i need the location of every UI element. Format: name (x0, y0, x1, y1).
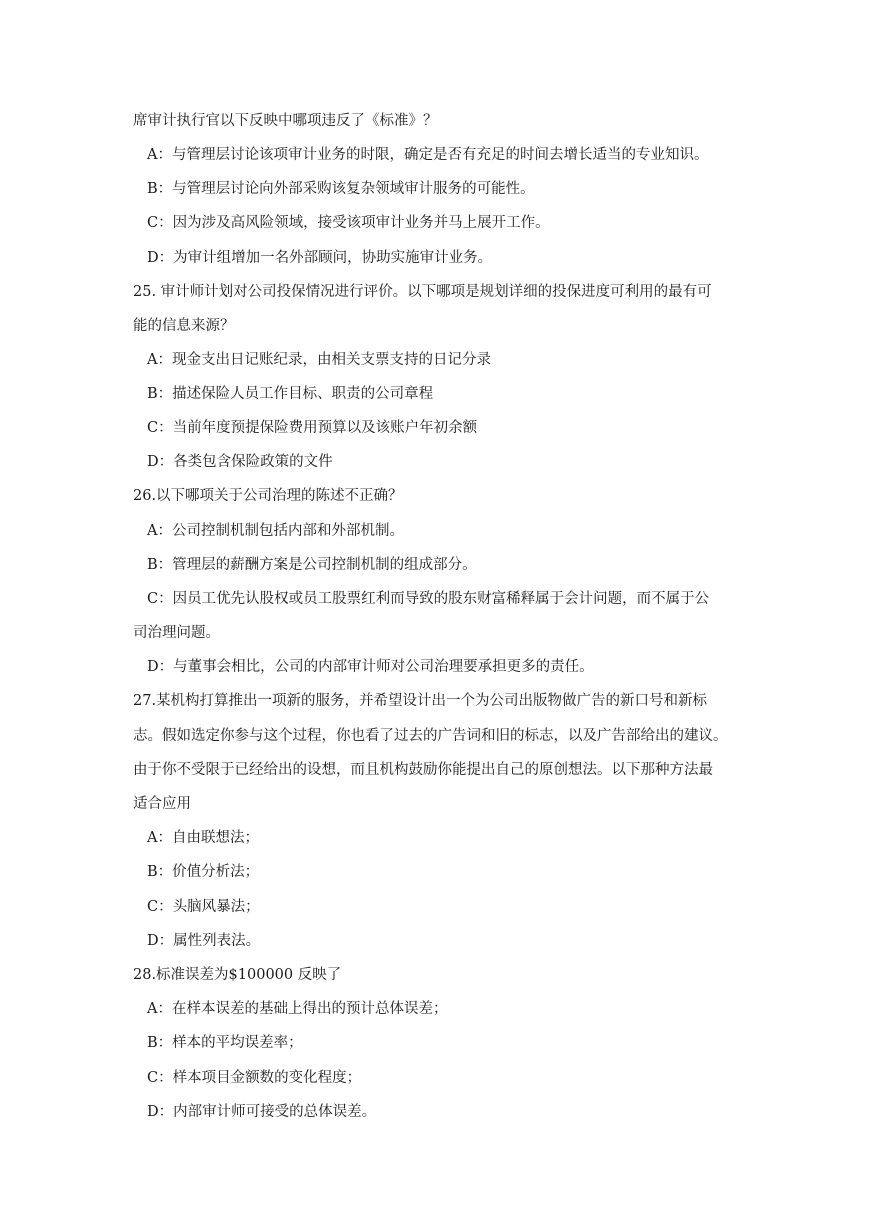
question-25-line-1: 25. 审计师计划对公司投保情况进行评价。以下哪项是规划详细的投保进度可利用的最有可 (133, 284, 712, 300)
option-c: C：头脑风暴法； (147, 899, 260, 915)
question-28-line-1: 28.标准误差为$100000 反映了 (133, 967, 342, 983)
option-c: C：当前年度预提保险费用预算以及该账户年初余额 (147, 420, 478, 436)
option-b: B：管理层的薪酬方案是公司控制机制的组成部分。 (147, 557, 477, 573)
question-27-line-3: 由于你不受限于已经给出的设想，而且机构鼓励你能提出自己的原创想法。以下那种方法最 (133, 762, 713, 778)
option-a: A：与管理层讨论该项审计业务的时限，确定是否有充足的时间去增长适当的专业知识。 (147, 147, 709, 163)
option-b: B：与管理层讨论向外部采购该复杂领域审计服务的可能性。 (147, 181, 535, 197)
option-b: B：价值分析法； (147, 864, 260, 880)
question-26-line-1: 26.以下哪项关于公司治理的陈述不正确？ (133, 488, 403, 504)
option-c: C：因为涉及高风险领域，接受该项审计业务并马上展开工作。 (147, 215, 550, 231)
option-a: A：公司控制机制包括内部和外部机制。 (147, 523, 404, 539)
option-b: B：样本的平均误差率； (147, 1035, 303, 1051)
option-a: A：现金支出日记账纪录，由相关支票支持的日记分录 (147, 352, 491, 368)
option-c: C：样本项目金额数的变化程度； (147, 1070, 362, 1086)
question-continuation: 席审计执行官以下反映中哪项违反了《标准》？ (133, 113, 438, 129)
option-b: B：描述保险人员工作目标、职责的公司章程 (147, 386, 434, 402)
question-27-line-4: 适合应用 (133, 796, 191, 812)
option-a: A：自由联想法； (147, 830, 259, 846)
option-d: D：属性列表法。 (147, 933, 261, 949)
option-d: D：为审计组增加一名外部顾问，协助实施审计业务。 (147, 250, 493, 266)
option-a: A：在样本误差的基础上得出的预计总体误差； (147, 1001, 448, 1017)
option-c: C：因员工优先认股权或员工股票红利而导致的股东财富稀释属于会计问题，而不属于公 (147, 591, 710, 607)
option-d: D：内部审计师可接受的总体误差。 (147, 1104, 377, 1120)
option-c-continuation: 司治理问题。 (133, 625, 220, 641)
question-25-line-2: 能的信息来源？ (133, 318, 235, 334)
question-27-line-2: 志。假如选定你参与这个过程，你也看了过去的广告词和旧的标志，以及广告部给出的建议。 (133, 728, 728, 744)
option-d: D：与董事会相比，公司的内部审计师对公司治理要承担更多的责任。 (147, 659, 594, 675)
question-27-line-1: 27.某机构打算推出一项新的服务，并希望设计出一个为公司出版物做广告的新口号和新标 (133, 693, 708, 709)
option-d: D：各类包含保险政策的文件 (147, 454, 333, 470)
